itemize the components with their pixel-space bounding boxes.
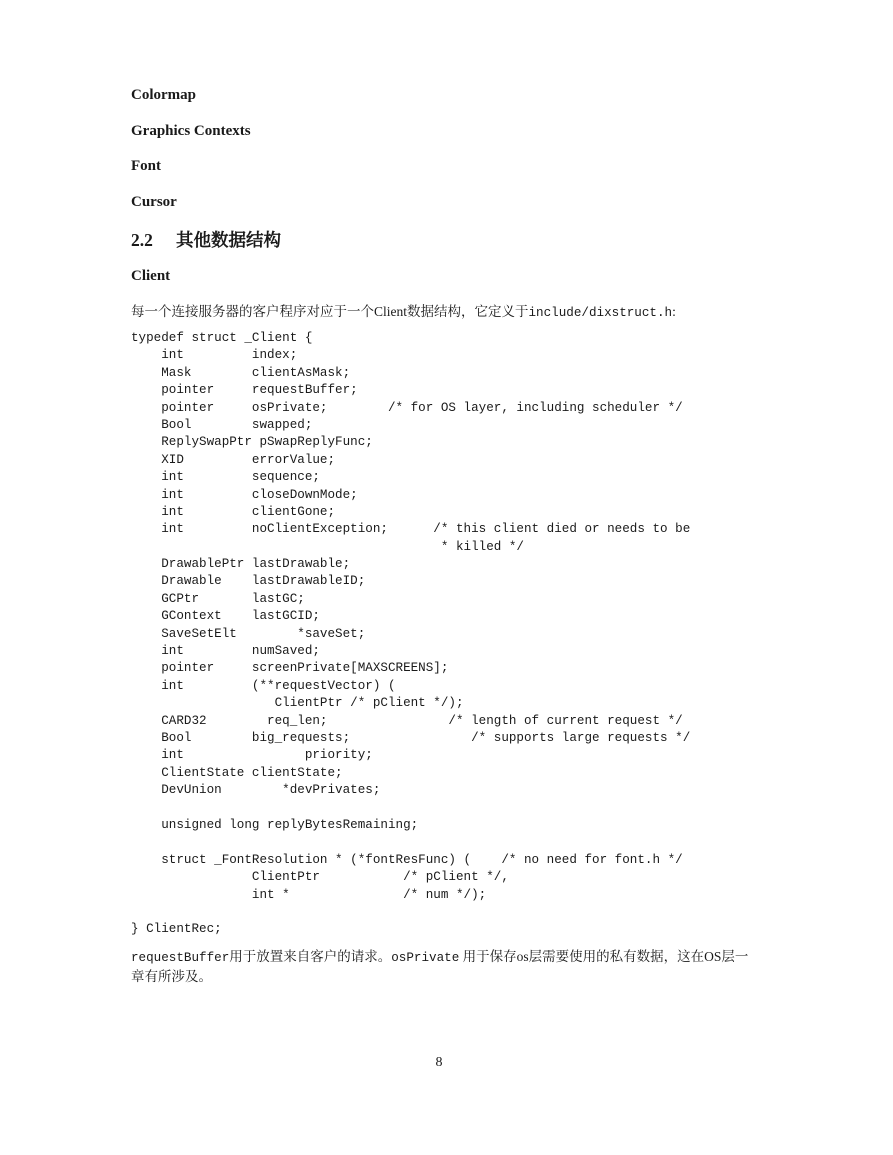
code-line: unsigned long replyBytesRemaining; [131,817,419,832]
code-line: pointer requestBuffer; [131,383,358,398]
code-line: DrawablePtr lastDrawable; [131,557,351,572]
code-line: ClientState clientState; [131,765,343,780]
code-line: SaveSetElt *saveSet; [131,626,366,641]
code-line: int priority; [131,748,373,763]
code-line: ReplySwapPtr pSwapReplyFunc; [131,435,373,450]
closing-paragraph [131,948,751,985]
code-line: * killed */ [131,539,524,554]
page-number: 8 [435,1055,443,1070]
closing-code-os-private: osPrivate [391,951,460,965]
code-line: pointer screenPrivate[MAXSCREENS]; [131,661,449,676]
code-line [131,800,690,817]
subheading-client: Client [131,268,171,284]
code-block [131,330,690,939]
code-line: ClientPtr /* pClient */); [131,696,464,711]
code-line: pointer osPrivate; /* for OS layer, including scheduler */ [131,400,683,415]
code-line: GContext lastGCID; [131,609,320,624]
subheading-cursor: Cursor [131,194,177,210]
code-line: int noClientException; /* this client died or needs to be [131,522,691,537]
subheading-font: Font [131,158,161,174]
intro-file-path: include/dixstruct.h [528,306,673,320]
code-line [131,904,690,921]
code-line: Drawable lastDrawableID; [131,574,366,589]
intro-text: 每一个连接服务器的客户程序对应于一个Client数据结构，它定义于 [131,304,529,319]
code-line [131,834,690,851]
code-line: int numSaved; [131,644,320,659]
code-line: int clientGone; [131,504,336,519]
code-line: } ClientRec; [131,922,222,937]
code-line: GCPtr lastGC; [131,591,305,606]
code-line: int (**requestVector) ( [131,678,396,693]
code-line: DevUnion *devPrivates; [131,783,381,798]
section-number: 2.2 [131,230,153,250]
code-line: int sequence; [131,470,320,485]
code-line: Bool big_requests; /* supports large requests */ [131,730,691,745]
code-line: Bool swapped; [131,417,313,432]
code-line: int * /* num */); [131,887,487,902]
closing-text-2: 用于保存os层需要使用的私有数据，这在OS层一章有所涉及。 [131,949,749,984]
code-line: XID errorValue; [131,452,336,467]
code-line: int closeDownMode; [131,487,358,502]
code-line: typedef struct _Client { [131,331,313,345]
closing-text-1: 用于放置来自客户的请求。 [229,949,392,964]
section-heading [131,229,281,251]
code-line: int index; [131,348,298,363]
intro-suffix: : [672,304,676,319]
code-line: ClientPtr /* pClient */, [131,870,509,885]
section-title: 其他数据结构 [176,230,281,250]
subheading-colormap: Colormap [131,87,196,103]
code-line: CARD32 req_len; /* length of current request */ [131,713,683,728]
intro-paragraph [131,303,751,323]
closing-code-request-buffer: requestBuffer [131,951,230,965]
subheading-graphics-contexts: Graphics Contexts [131,123,251,139]
code-line: struct _FontResolution * (*fontResFunc) ( /* no need for font.h */ [131,852,683,867]
code-line: Mask clientAsMask; [131,365,351,380]
